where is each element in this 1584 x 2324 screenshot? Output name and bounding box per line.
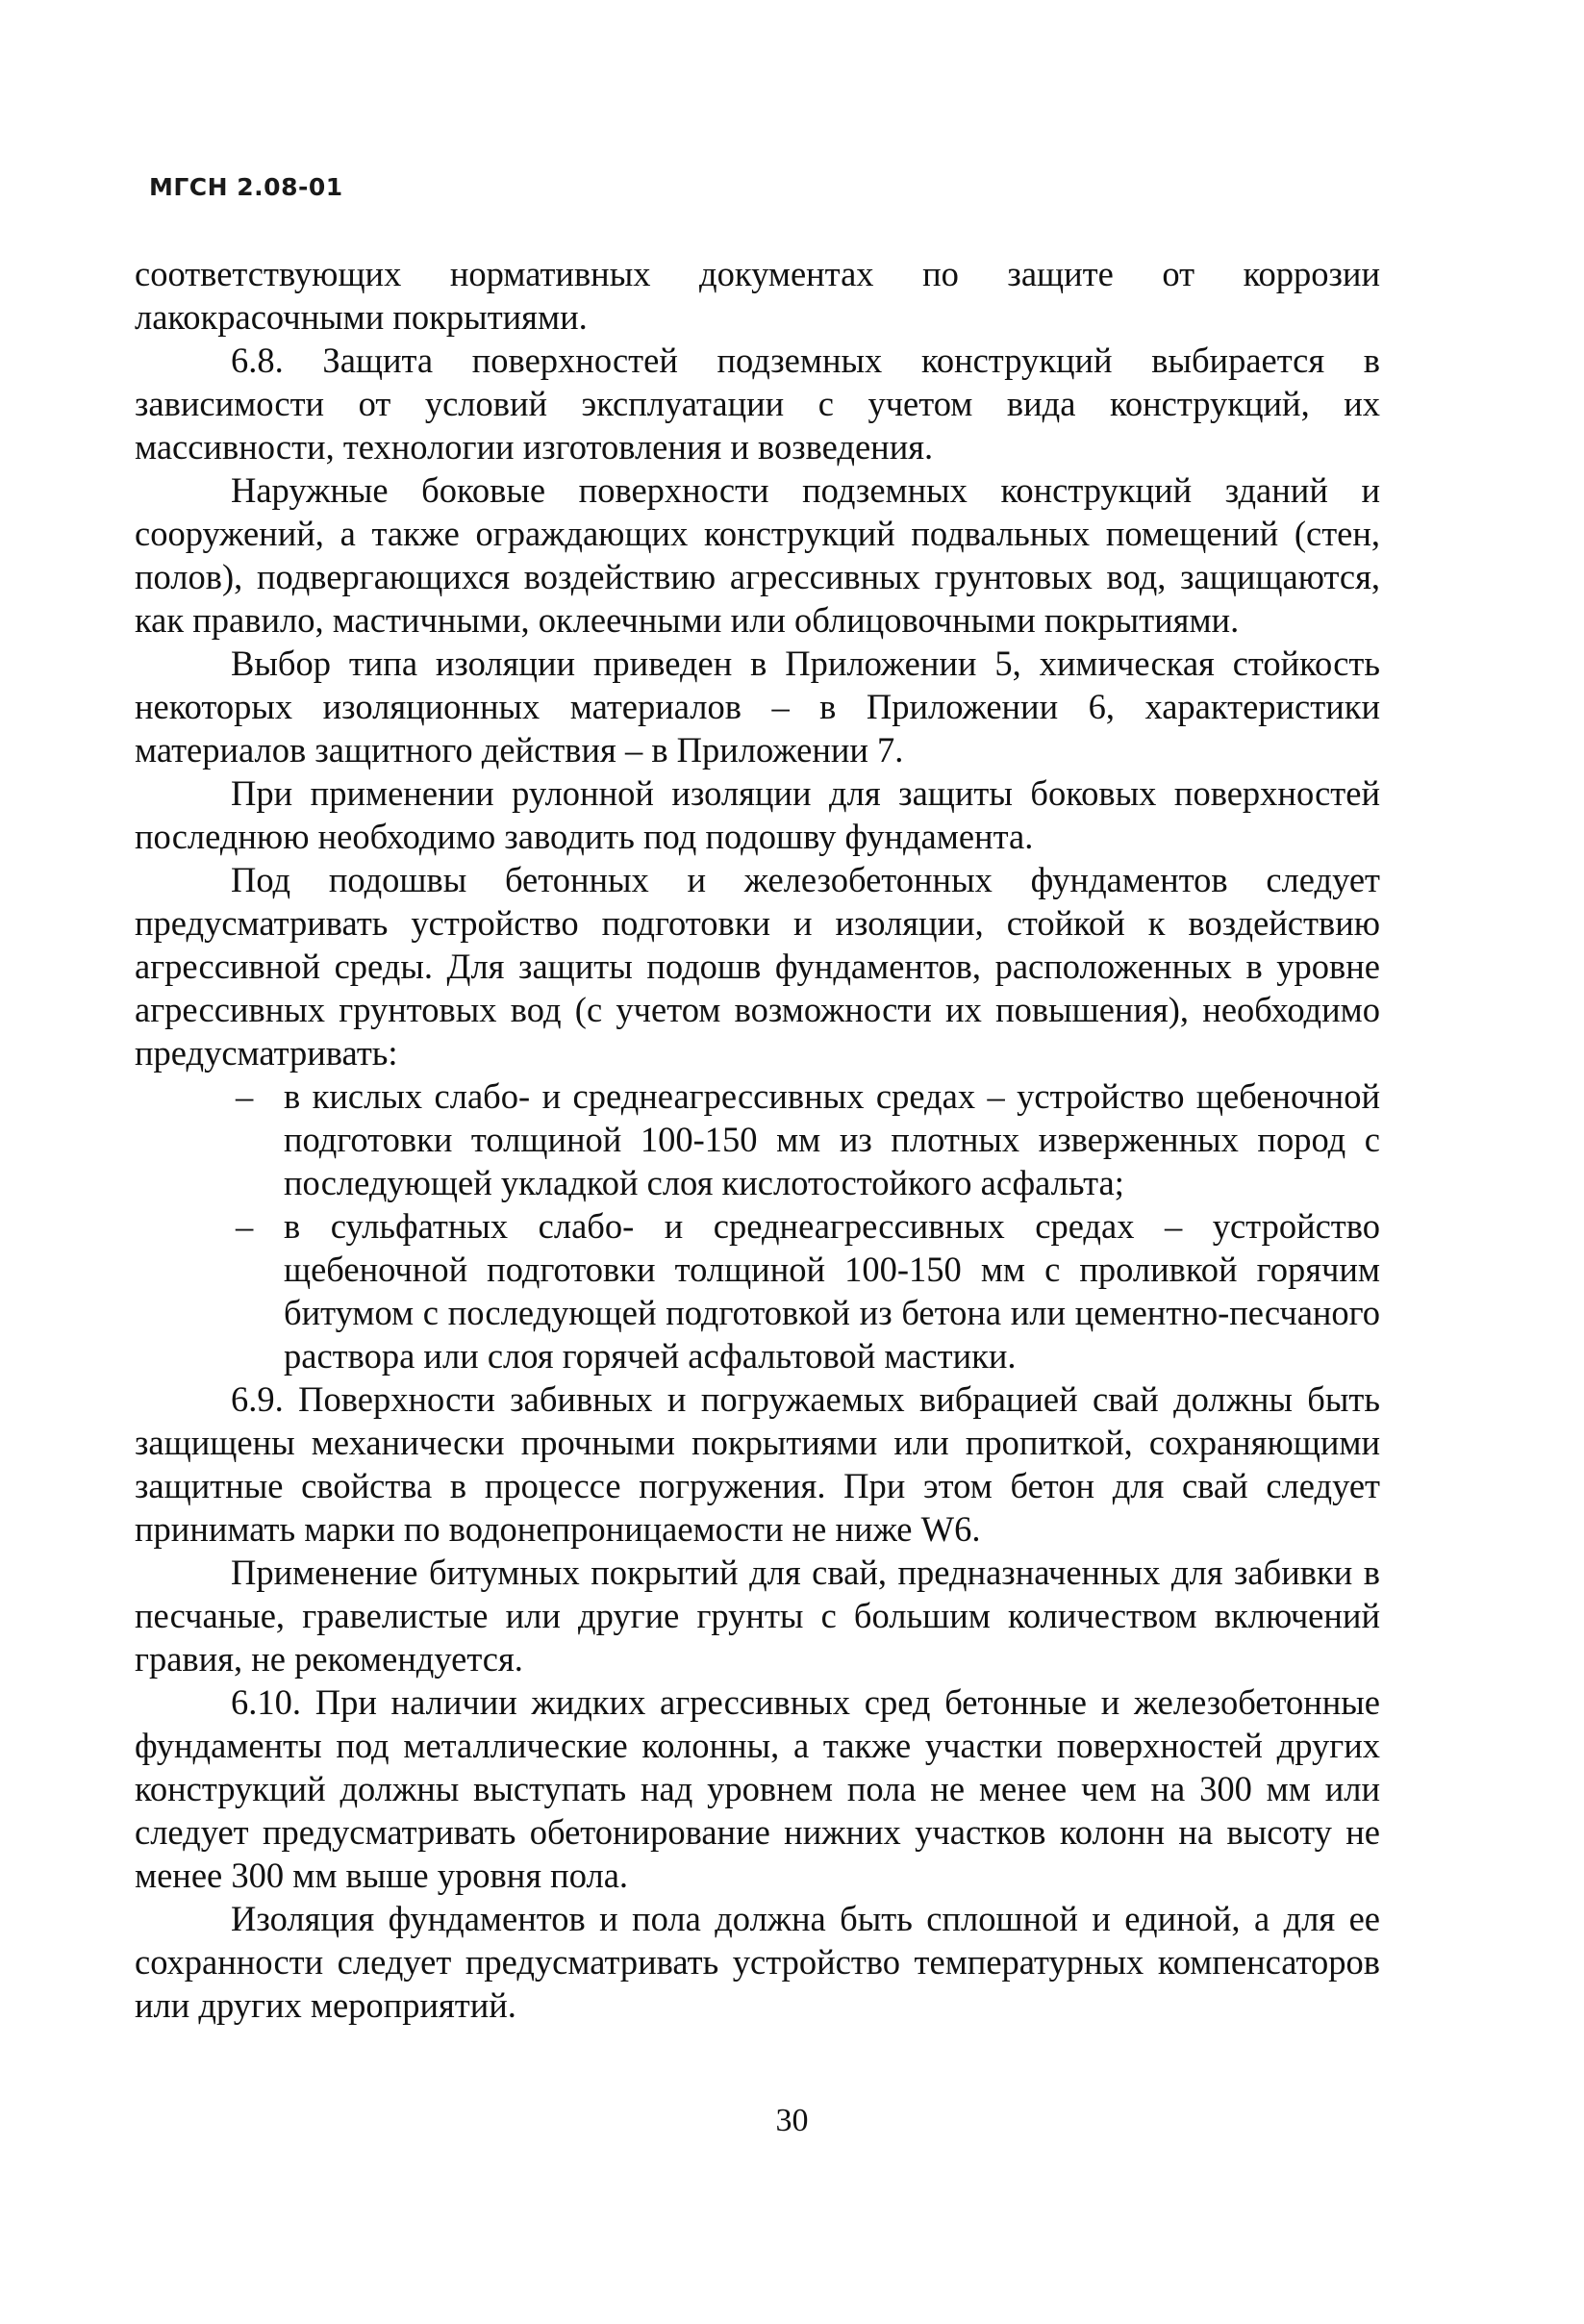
document-code-header: МГСН 2.08-01 [149,173,343,201]
paragraph-continuation: соответствующих нормативных документах по защите от коррозии лакокрасочными покрытиями. [135,254,1380,337]
paragraph-6-8: 6.8. Защита поверхностей подземных конструкций выбирается в зависимости от условий эксплуатации с учетом вида конструкций, их массивности, технологии изготовления и возведения. [135,341,1380,467]
list-item-sulfate [135,1204,1380,1377]
paragraph-roll-insulation: При применении рулонной изоляции для защиты боковых поверхностей последнюю необходимо заводить под подошву фундамента. [135,773,1380,856]
paragraph-bitumen-piles: Применение битумных покрытий для свай, предназначенных для забивки в песчаные, гравелистые или другие грунты с большим количеством включений гравия, не рекомендуется. [135,1553,1380,1679]
list-item-text: в кислых слабо- и среднеагрессивных средах – устройство щебеночной подготовки толщиной 100-150 мм из плотных изверженных пород с последующей укладкой слоя кислотостойкого асфальта; [284,1076,1380,1202]
paragraph-foundation-soles: Под подошвы бетонных и железобетонных фундаментов следует предусматривать устройство подготовки и изоляции, стойкой к воздействию агрессивной среды. Для защиты подошв фундаментов, расположенных в уровне агрессивных грунтовых вод (с учетом возможности их повышения), необходимо предусматривать: [135,860,1380,1073]
list-dash-marker: – [236,1076,254,1116]
document-body [135,252,1380,2027]
paragraph-insulation-continuity: Изоляция фундаментов и пола должна быть сплошной и единой, а для ее сохранности следует предусматривать устройство температурных компенсаторов или других мероприятий. [135,1899,1380,2025]
paragraph-insulation-choice: Выбор типа изоляции приведен в Приложении 5, химическая стойкость некоторых изоляционных материалов – в Приложении 6, характеристики материалов защитного действия – в Приложении 7. [135,644,1380,770]
list-dash-marker: – [236,1206,254,1246]
requirements-list [135,1074,1380,1377]
list-item-acidic [135,1074,1380,1204]
paragraph-6-9: 6.9. Поверхности забивных и погружаемых вибрацией свай должны быть защищены механически прочными покрытиями или пропиткой, сохраняющими защитные свойства в процессе погружения. При этом бетон для свай следует принимать марки по водонепроницаемости не ниже W6. [135,1379,1380,1549]
paragraph-side-surfaces: Наружные боковые поверхности подземных конструкций зданий и сооружений, а также ограждающих конструкций подвальных помещений (стен, полов), подвергающихся воздействию агрессивных грунтовых вод, защищаются, как правило, мастичными, оклеечными или облицовочными покрытиями. [135,470,1380,640]
paragraph-6-10: 6.10. При наличии жидких агрессивных сред бетонные и железобетонные фундаменты под металлические колонны, а также участки поверхностей других конструкций должны выступать над уровнем пола не менее чем на 300 мм или следует предусматривать обетонирование нижних участков колонн на высоту не менее 300 мм выше уровня пола. [135,1682,1380,1895]
page-number: 30 [775,2103,809,2138]
list-item-text: в сульфатных слабо- и среднеагрессивных средах – устройство щебеночной подготовки толщиной 100-150 мм с проливкой горячим битумом с последующей подготовкой из бетона или цементно-песчаного раствора или слоя горячей асфальтовой мастики. [284,1206,1380,1376]
